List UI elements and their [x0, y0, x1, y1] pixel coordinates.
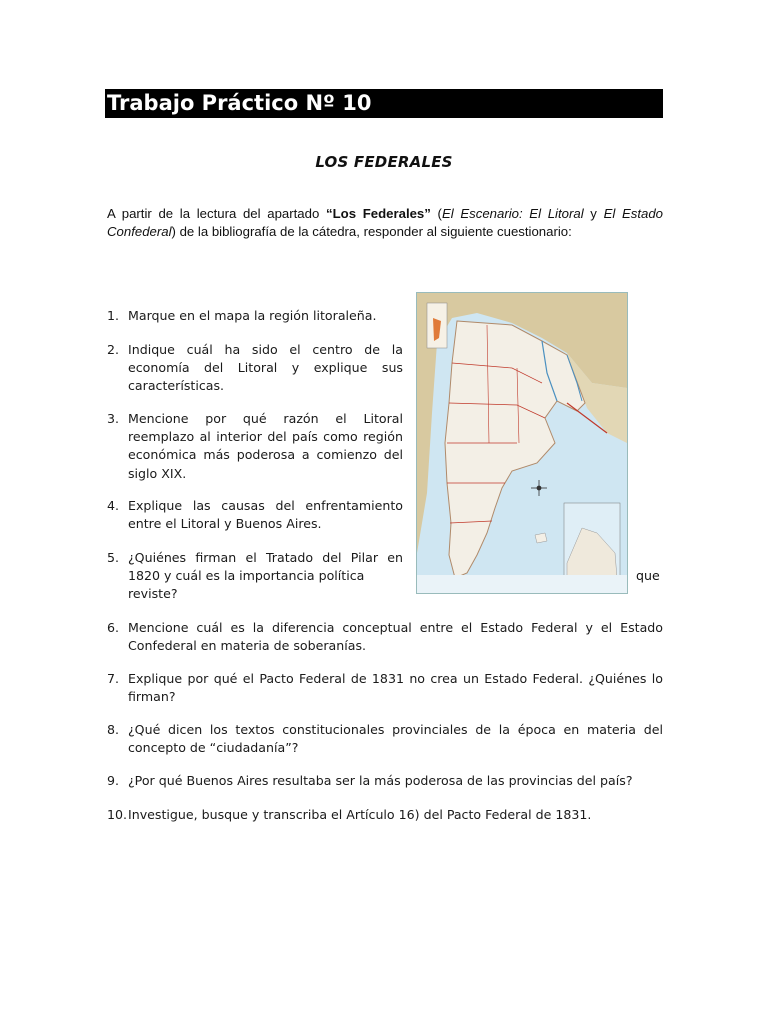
question-item: [107, 772, 663, 790]
question-item: [107, 721, 663, 757]
question-text: Mencione por qué razón el Litoral reemplazo al interior del país como región económica más poderosa a comienzo del siglo XIX.: [128, 411, 403, 481]
question-number: 4.: [107, 498, 120, 513]
question-item: [107, 410, 403, 483]
intro-italic-1: El Escenario: El Litoral: [441, 206, 584, 221]
question-text: Investigue, busque y transcriba el Artículo 16) del Pacto Federal de 1831.: [128, 807, 592, 822]
question-number: 6.: [107, 620, 120, 635]
intro-text-2: (: [430, 206, 442, 221]
question-item: [107, 806, 663, 824]
question-item: [107, 497, 403, 533]
question-text: Mencione cuál es la diferencia conceptual entre el Estado Federal y el Estado Confederal en materia de soberanías.: [128, 620, 663, 654]
question-text: Marque en el mapa la región litoraleña.: [128, 308, 377, 323]
question-number: 7.: [107, 671, 120, 686]
question-text-continuation: reviste?: [128, 586, 178, 602]
question-number: 3.: [107, 411, 120, 426]
question-item: [107, 619, 663, 655]
intro-text-4: ) de la bibliografía de la cátedra, responder al siguiente cuestionario:: [171, 224, 572, 239]
question-text: ¿Por qué Buenos Aires resultaba ser la más poderosa de las provincias del país?: [128, 773, 633, 788]
question-text-tail: que: [636, 568, 660, 583]
question-number: 5.: [107, 550, 120, 565]
question-item: [107, 549, 403, 604]
question-text: Explique por qué el Pacto Federal de 1831 no crea un Estado Federal. ¿Quiénes lo firman?: [128, 671, 663, 705]
question-number: 2.: [107, 342, 120, 357]
question-number: 9.: [107, 773, 120, 788]
section-heading: LOS FEDERALES: [315, 153, 453, 171]
intro-text-3: y: [583, 206, 604, 221]
question-text: Explique las causas del enfrentamiento entre el Litoral y Buenos Aires.: [128, 498, 403, 532]
question-item: [107, 307, 403, 325]
intro-italic-2: El Estado Confederal: [107, 206, 664, 239]
argentina-map-graphic: [417, 293, 627, 593]
intro-paragraph: [107, 205, 663, 241]
question-number: 8.: [107, 722, 120, 737]
question-text: ¿Qué dicen los textos constitucionales provinciales de la época en materia del concepto de “ciudadanía”?: [128, 722, 663, 756]
document-title: Trabajo Práctico Nº 10: [105, 89, 663, 118]
question-item: [107, 670, 663, 706]
intro-bold-title: “Los Federales”: [325, 206, 431, 221]
question-text: Indique cuál ha sido el centro de la economía del Litoral y explique sus características.: [128, 342, 403, 394]
question-number: 10.: [107, 807, 128, 822]
question-number: 1.: [107, 308, 120, 323]
intro-text-1: A partir de la lectura del apartado: [107, 206, 326, 221]
argentina-map: [416, 292, 628, 594]
question-item: [107, 341, 403, 396]
question-text: ¿Quiénes firman el Tratado del Pilar en 1820 y cuál es la importancia política: [128, 550, 403, 584]
